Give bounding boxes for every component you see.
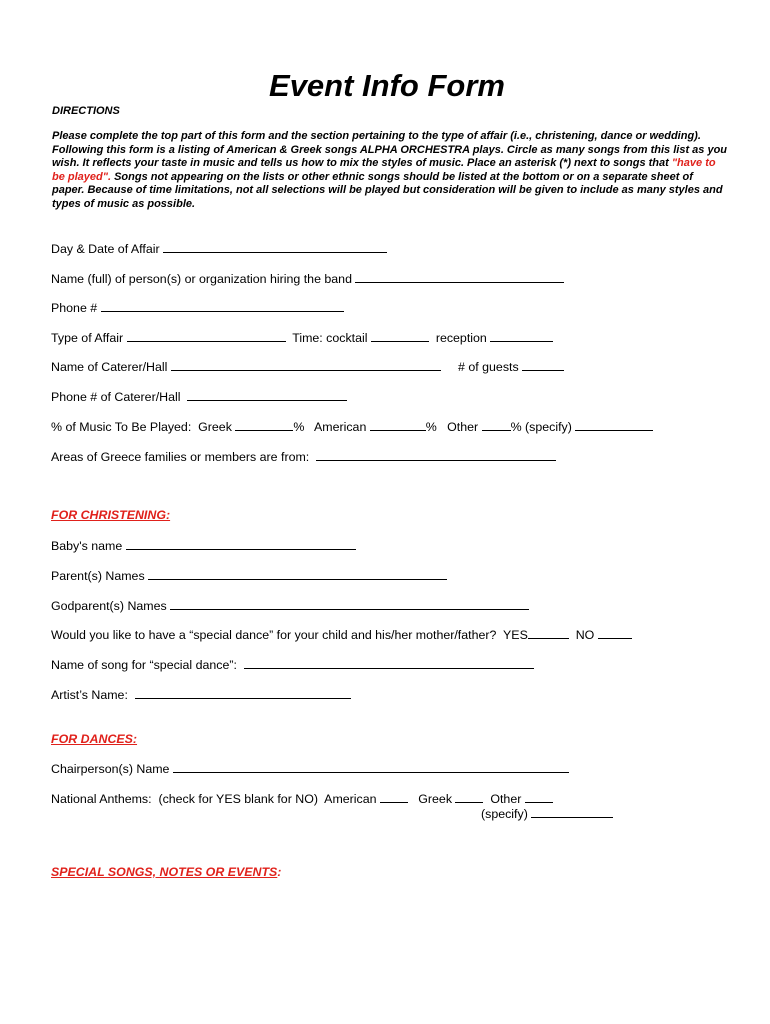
- artist-row: [51, 686, 351, 703]
- areas-field[interactable]: [316, 448, 556, 461]
- caterer-phone-field[interactable]: [187, 388, 347, 401]
- godparents-field[interactable]: [170, 597, 529, 610]
- song-field[interactable]: [244, 656, 534, 669]
- caterer-label: Name of Caterer/Hall: [51, 360, 171, 374]
- special-songs-colon: :: [277, 865, 282, 879]
- day-date-field[interactable]: [163, 240, 387, 253]
- artist-label: Artist’s Name:: [51, 688, 135, 702]
- chair-label: Chairperson(s) Name: [51, 762, 173, 776]
- baby-label: Baby's name: [51, 539, 126, 553]
- name-hiring-label: Name (full) of person(s) or organization hiring the band: [51, 272, 356, 286]
- parents-label: Parent(s) Names: [51, 569, 149, 583]
- day-date-row: [51, 240, 387, 257]
- godparents-row: [51, 597, 529, 614]
- godparents-label: Godparent(s) Names: [51, 599, 171, 613]
- other-anthem-field[interactable]: [525, 790, 553, 803]
- special-dance-no-label: NO: [568, 628, 598, 642]
- greek-anthem-field[interactable]: [455, 790, 483, 803]
- christening-heading: FOR CHRISTENING:: [51, 508, 171, 522]
- type-affair-field[interactable]: [127, 329, 286, 342]
- music-pct-label: % of Music To Be Played: Greek: [51, 420, 236, 434]
- guests-field[interactable]: [522, 358, 564, 371]
- chair-field[interactable]: [173, 760, 569, 773]
- caterer-phone-row: [51, 388, 347, 405]
- chair-row: [51, 760, 569, 777]
- american-pct-field[interactable]: [370, 418, 426, 431]
- anthem-specify-field[interactable]: [531, 805, 613, 818]
- american-anthem-field[interactable]: [380, 790, 408, 803]
- anthems-row: [51, 790, 553, 807]
- time-cocktail-label: Time: cocktail: [285, 331, 371, 345]
- baby-row: [51, 537, 356, 554]
- anthem-specify-label: (specify): [481, 807, 532, 821]
- special-dance-yes-field[interactable]: [528, 626, 569, 639]
- caterer-phone-label: Phone # of Caterer/Hall: [51, 390, 188, 404]
- dances-heading: FOR DANCES:: [51, 732, 138, 746]
- caterer-field[interactable]: [171, 358, 441, 371]
- american-pct-label: % American: [293, 420, 370, 434]
- song-label: Name of song for “special dance”:: [51, 658, 244, 672]
- type-affair-label: Type of Affair: [51, 331, 127, 345]
- phone-row: [51, 299, 344, 316]
- type-affair-row: [51, 329, 553, 346]
- time-cocktail-field[interactable]: [371, 329, 429, 342]
- reception-label: reception: [428, 331, 491, 345]
- greek-anthem-label: Greek: [407, 792, 456, 806]
- directions-part2: Songs not appearing on the lists or other ethnic songs should be listed at the bottom or on a separate sheet of paper. Because of time limitations, not all selections will be played but consideration will be given to include as many styles and types of music as possible.: [52, 170, 723, 210]
- baby-field[interactable]: [126, 537, 356, 550]
- directions-highlight: "have to be played".: [52, 157, 716, 183]
- name-hiring-row: [51, 270, 564, 287]
- specify-field[interactable]: [575, 418, 653, 431]
- special-songs-heading: SPECIAL SONGS, NOTES OR EVENTS: [51, 865, 278, 879]
- special-dance-no-field[interactable]: [598, 626, 632, 639]
- reception-field[interactable]: [490, 329, 553, 342]
- directions-text: [52, 130, 728, 212]
- caterer-row: [51, 358, 564, 375]
- other-pct-field[interactable]: [482, 418, 511, 431]
- special-songs-row: [51, 864, 281, 880]
- areas-label: Areas of Greece families or members are from:: [51, 450, 317, 464]
- directions-label: DIRECTIONS: [52, 105, 120, 117]
- directions-part1: Please complete the top part of this form and the section pertaining to the type of affair (i.e., christening, dance or wedding). Following this form is a listing of American & Greek songs ALPHA ORCHESTRA plays. Circle as many songs from this list as you wish. It reflects your taste in music and tells us how to mix the styles of music. Place an asterisk (*) next to songs that: [52, 130, 728, 170]
- special-dance-row: [51, 626, 632, 643]
- parents-row: [51, 567, 447, 584]
- special-dance-question: Would you like to have a “special dance” for your child and his/her mother/father? YES: [51, 628, 528, 642]
- parents-field[interactable]: [148, 567, 447, 580]
- specify-label: % (specify): [510, 420, 576, 434]
- greek-pct-field[interactable]: [235, 418, 293, 431]
- anthems-label: National Anthems: (check for YES blank for NO) American: [51, 792, 380, 806]
- name-hiring-field[interactable]: [355, 270, 564, 283]
- other-anthem-label: Other: [483, 792, 525, 806]
- song-row: [51, 656, 534, 673]
- day-date-label: Day & Date of Affair: [51, 242, 164, 256]
- areas-row: [51, 448, 556, 465]
- artist-field[interactable]: [135, 686, 351, 699]
- phone-field[interactable]: [101, 299, 344, 312]
- form-title: Event Info Form: [269, 68, 505, 103]
- anthem-specify-row: [481, 805, 613, 822]
- phone-label: Phone #: [51, 301, 101, 315]
- music-pct-row: [51, 418, 653, 435]
- guests-label: # of guests: [440, 360, 523, 374]
- other-pct-label: % Other: [425, 420, 482, 434]
